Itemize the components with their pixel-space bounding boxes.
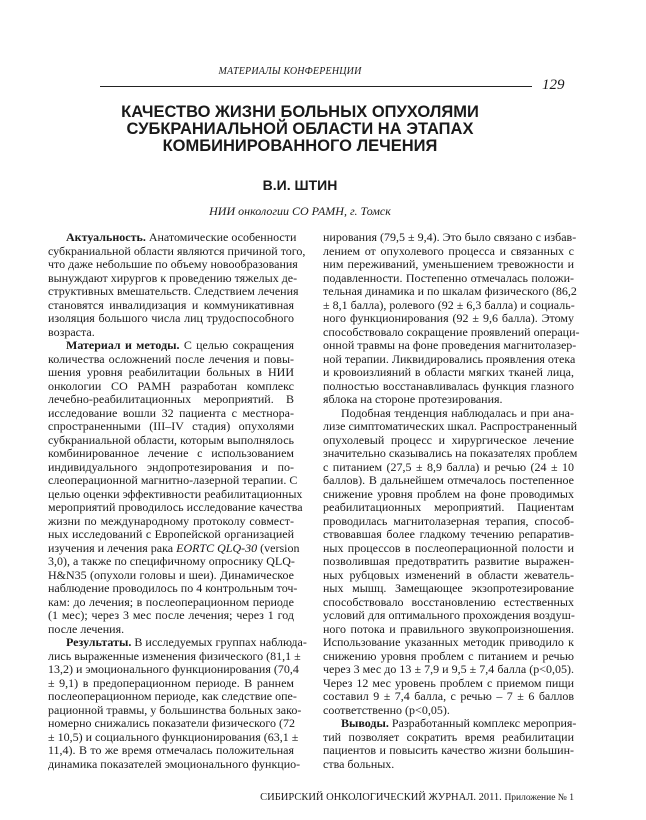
title-line: СУБКРАНИАЛЬНОЙ ОБЛАСТИ НА ЭТАПАХ [126,120,474,138]
line-text: с питанием (27,5 ± 8,9 балла) и речью (24 ± 10 [323,459,574,474]
line-text: баллов). В дальнейшем отмечалось постепенное [323,473,574,487]
text-line [323,353,574,367]
line-text: индивидуального эндопротезирования и по- [48,459,294,474]
text-line [323,515,574,529]
line-text: номерно снижались показатели физического (72 [48,716,295,730]
paragraph [323,230,580,407]
text-line [323,272,574,286]
text-line [323,716,577,731]
section-heading: Выводы. [341,716,389,730]
text-line [48,353,294,367]
line-text: ним переживаний, уменьшением тревожности и [323,257,574,271]
text-line [323,501,574,515]
line-text: составил 9 ± 7,4 балла, с речью – 7 ± 6 баллов [323,689,574,703]
line-text: ных рубцовых изменений в области жеватель- [323,567,574,582]
line-text: С целью сокращения [179,338,295,352]
line-text: ной терапии. Ликвидировались проявления отека [323,351,576,366]
text-line [323,419,578,434]
line-text: субкраниальной области, которым выполнялось [48,432,294,447]
journal-footer [260,792,574,803]
line-text: 13,2) и эмоционального функционирования (70,4 [48,662,299,676]
text-line [48,756,301,772]
text-line [48,596,294,610]
text-line [323,488,574,502]
line-text: значительно сказывались на показателях проблем [323,446,578,460]
line-text: проводилась магнитолазерная терапия, способ- [323,513,574,528]
line-text: лечебно-реабилитационных мероприятий. В [48,392,294,406]
header-rule [100,86,532,87]
text-line [323,609,574,623]
page-number: 129 [542,77,565,93]
line-text: мероприятий проводилось исследование качества [48,500,303,514]
line-text: и кровоизлияний в области мягких тканей лица, [323,365,574,379]
section-heading: Материал и методы. [66,338,180,352]
line-text: становятся инвалидизация и коммуникативная [48,297,294,312]
affiliation: НИИ онкологии СО РАМН, г. Томск [209,204,391,218]
line-text: способствовало восстановлению естественных [323,594,574,609]
line-text: спространенными (III–IV стадия) опухолями [48,419,294,433]
text-line [48,230,297,245]
text-line [323,582,574,596]
text-line [48,257,298,272]
text-line [48,623,294,637]
section-heading: Актуальность. [66,230,146,244]
line-text: целью оценки эффективности реабилитационных [48,486,303,501]
line-text: кам: до лечения; в послеоперационном периоде [48,594,294,609]
line-text: шения уровня реабилитации больных в НИИ [48,365,294,379]
title-line: КОМБИНИРОВАННОГО ЛЕЧЕНИЯ [162,137,438,155]
text-line [323,324,580,340]
text-line [48,312,294,326]
line-text: исследование вошли 32 пациента с местнора- [48,405,294,420]
line-text: онкологии СО РАМН разработан комплекс [48,378,294,393]
line-text: ± 10,5) и социального функционирования (63,1 ± [48,729,299,744]
text-line [323,704,574,718]
line-text: лись выраженные изменения физического (81,1 ± [48,648,301,663]
journal-name: СИБИРСКИЙ ОНКОЛОГИЧЕСКИЙ ЖУРНАЛ. 2011. [260,792,502,803]
text-line [323,245,574,259]
text-line [48,635,307,650]
line-text: слеоперационной магнитно-лазерной терапии. С [48,473,298,487]
text-line [323,461,574,475]
line-text: изучения и лечения рака [48,540,177,555]
questionnaire-name: EORTC QLQ-30 [176,540,258,555]
text-line [48,270,298,286]
text-line [323,569,574,583]
text-line [48,540,300,556]
text-line [323,623,574,637]
line-text: тельная динамика и по шкалам физического (86,2 [323,284,577,298]
text-line [323,542,574,556]
text-line [48,486,303,502]
line-text: нирования (79,5 ± 9,4). Это было связано с избав- [323,230,577,244]
text-line [48,434,294,448]
line-text: соответственно (p<0,05). [323,702,450,717]
article-title [60,104,540,155]
line-text: структивных вмешательств. Следствием лечения [48,284,299,298]
text-line [323,596,574,610]
text-line [323,690,574,704]
line-text: рационной травмы, у большинства больных зако- [48,702,302,717]
line-text: опухолевый процесс и хирургическое лечение [323,432,574,447]
text-line [323,230,577,245]
line-text: количества осложнений после лечения и повы- [48,351,294,366]
paragraph [48,230,306,339]
line-text: ных исследований с Европейской организацией [48,527,294,541]
line-text: тий позволяет сократить время реабилитации [323,729,574,744]
text-line [48,648,301,664]
text-line [323,312,574,326]
text-line [323,393,574,407]
line-text: через 3 мес до 13 ± 7,9 и 9,5 ± 7,4 балла (p<0,05). [323,662,574,676]
line-text: ± 9,1) в предоперационном периоде. В раннем [48,675,294,690]
line-text: подавленности. Постепенно отмечалась положи- [323,270,574,285]
line-text: снижению уровня проблем с питанием и речью [323,648,574,663]
line-text: ных процессов в послеоперационной полости и [323,540,574,555]
line-text: субкраниальной области являются причиной того, [48,243,306,258]
text-line [323,555,574,569]
line-text: после лечения. [48,621,125,636]
line-text: Использование указанных методик приводило к [323,635,574,649]
paragraph [48,635,307,771]
text-line [48,729,299,745]
line-text: 3,0), а также по специфичному опроснику QLQ- [48,554,295,568]
text-line [323,636,574,650]
text-line [323,744,574,758]
line-text: пациентов и повысить качество жизни большин- [323,743,574,757]
text-line [323,528,574,542]
line-text: онной травмы на фоне проведения магнитолазер- [323,338,577,352]
line-text: послеоперационном периоде, как следствие опе- [48,689,297,703]
line-text: динамика показателей эмоционального функцио- [48,756,301,771]
text-line [48,243,306,259]
text-line [48,744,294,758]
text-line [48,581,298,596]
text-line [323,407,574,421]
text-line [323,650,574,664]
line-text: вынуждают хирургов к проведению тяжелых де- [48,270,298,285]
text-line [323,380,574,394]
text-line [48,555,294,569]
line-text: лением от опухолевого процесса и связанных с [323,243,574,258]
text-line [48,366,294,380]
line-text: 11,4). В то же время отмечалась положительная [48,743,294,757]
line-text: ных мышц. Замещающее экзопротезирование [323,581,574,595]
text-line [323,731,574,745]
text-line [48,569,294,583]
line-text: возраста. [48,324,95,339]
running-head: МАТЕРИАЛЫ КОНФЕРЕНЦИИ [218,66,362,77]
text-line [48,662,299,677]
text-line [323,284,577,299]
line-text: (version [257,540,300,555]
section-heading: Результаты. [66,635,132,649]
paragraph [323,405,578,718]
line-text: позволившая предотвратить развитие выражен- [323,554,574,568]
right-column [323,230,580,771]
text-line [48,473,298,488]
text-line [48,326,294,340]
text-line [323,338,577,353]
text-line [48,702,302,718]
text-line [48,407,294,421]
text-line [323,366,574,380]
line-text: снижение уровня проблем на фоне проводимых [323,486,574,501]
line-text: условий для оптимального прохождения воздуш- [323,608,575,622]
text-line [48,689,297,704]
text-line [48,284,299,299]
left-column [48,230,307,771]
line-text: способствовало сокращение проявлений операци- [323,324,580,339]
text-line [48,515,294,529]
text-line [323,434,574,448]
text-line [48,380,294,394]
line-text: Анатомические особенности [145,230,297,244]
line-text: ства больных. [323,756,395,771]
line-text: наблюдение проводилось по 4 контрольным точ- [48,581,298,595]
text-line [48,500,303,515]
line-text: (1 мес); через 3 мес после лечения; через 1 год [48,608,294,622]
text-line [48,420,294,434]
line-text: ного функционирования (92 ± 9,6 балла). Этому [323,311,574,325]
line-text: что даже небольшие по объему новообразования [48,257,298,271]
text-line [48,447,294,461]
text-line [48,677,294,691]
line-text: В исследуемых группах наблюда- [131,635,307,649]
line-text: комбинированное лечение с использованием [48,446,294,460]
line-text: яблока на стороне протезирования. [323,392,503,406]
line-text: Через 12 мес уровень проблем с приемом пищи [323,675,574,690]
line-text: лизе симптоматических шкал. Распространенный [323,419,578,433]
title-line: КАЧЕСТВО ЖИЗНИ БОЛЬНЫХ ОПУХОЛЯМИ [121,103,479,121]
line-text: полностью восстанавливалась функция глазного [323,378,574,393]
text-line [323,299,574,313]
text-line [48,528,294,542]
text-line [323,677,574,691]
line-text: H&N35 (опухоли головы и шеи). Динамическое [48,567,294,582]
line-text: Подобная тенденция наблюдалась и при ана- [341,405,574,420]
line-text: ного потока и правильного звукопроизношения. [323,621,574,636]
text-line [48,717,294,731]
text-line [323,258,574,272]
text-line [323,758,574,772]
paragraph [323,716,577,771]
text-line [48,461,294,475]
line-text: изоляция большого числа лиц трудоспособного [48,311,294,325]
line-text: жизни по международному протоколу совмест- [48,513,294,528]
line-text: Разработанный комплекс мероприя- [388,716,577,730]
text-line [323,663,574,677]
text-line [48,339,294,353]
text-line [323,474,574,488]
text-line [48,609,294,623]
line-text: ствовавшая более гладкому течению репаратив- [323,527,574,541]
text-line [48,299,294,313]
supplement-label: Приложение № 1 [504,793,574,803]
text-line [323,446,578,461]
line-text: ± 8,1 балла), ролевого (92 ± 6,3 балла) и социаль- [323,297,575,312]
line-text: реабилитационных мероприятий. Пациентам [323,500,574,514]
text-line [48,393,294,407]
author: В.И. ШТИН [262,177,338,193]
paragraph [48,338,303,636]
